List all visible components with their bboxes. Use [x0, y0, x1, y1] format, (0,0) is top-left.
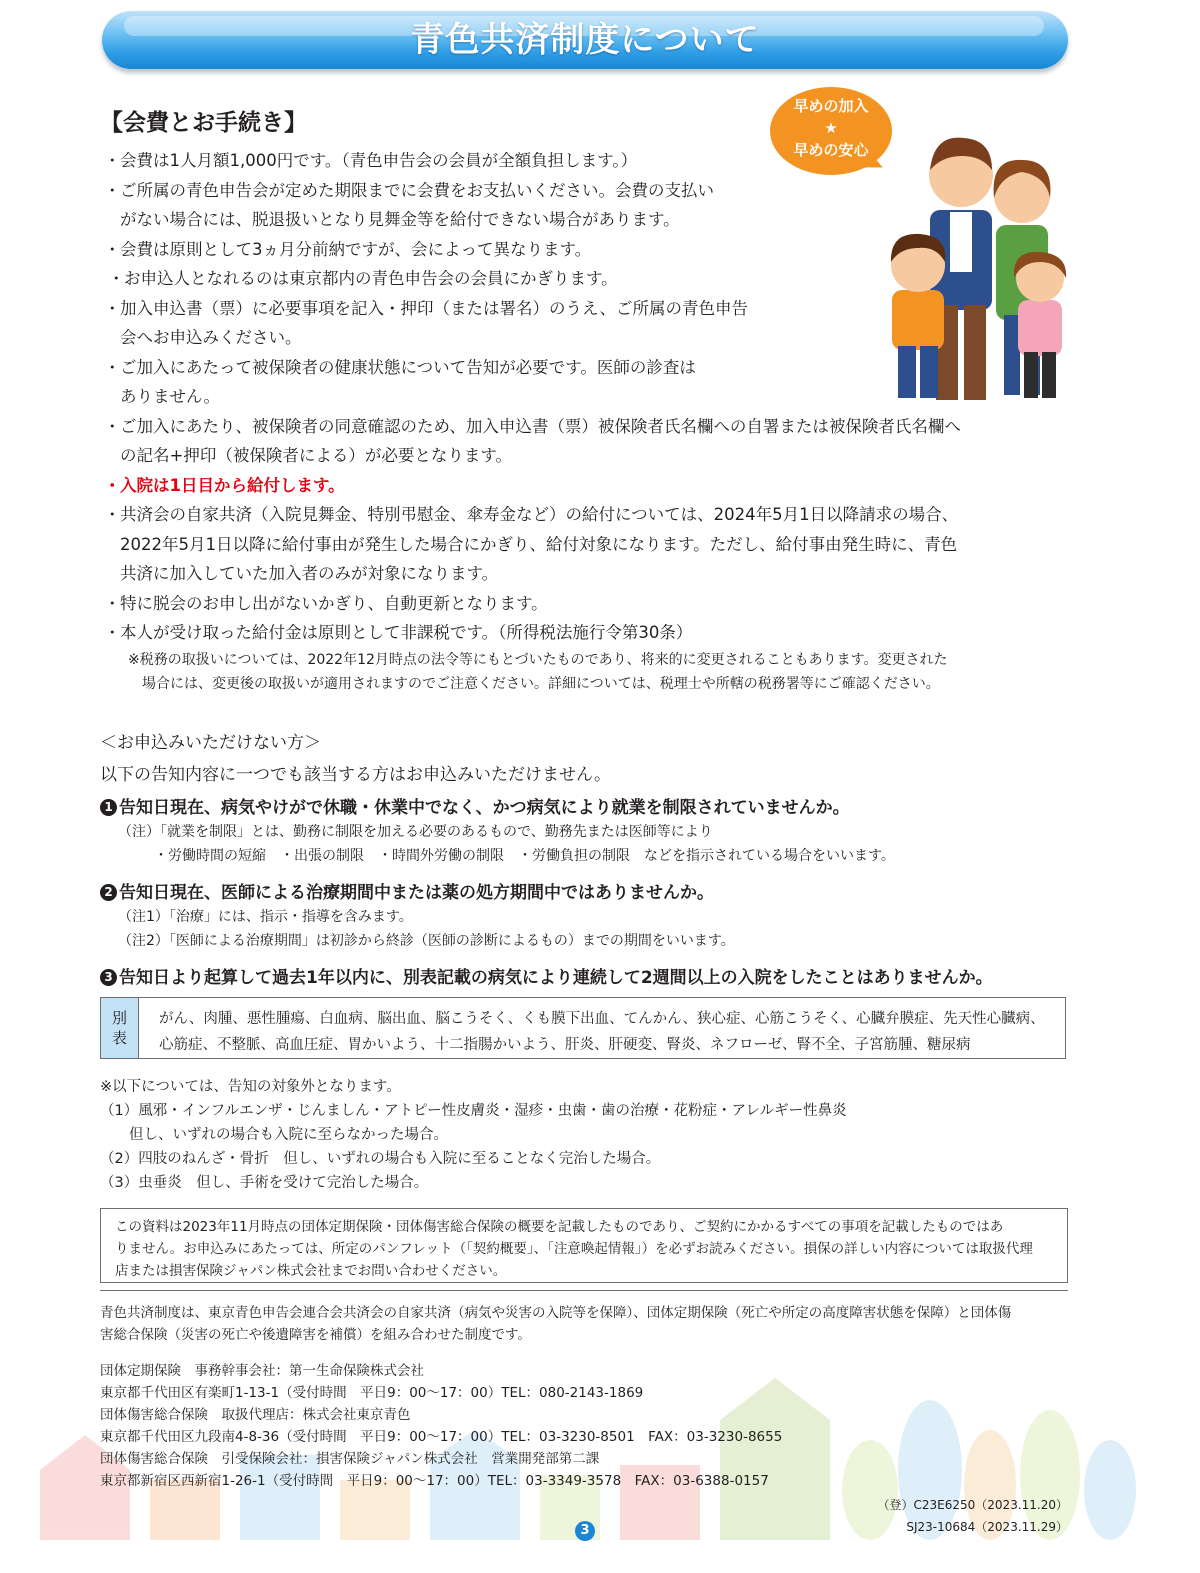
question-3: 3 告知日より起算して過去1年以内に、別表記載の病気により連続して2週間以上の入院をしたことはありませんか。 [100, 963, 993, 988]
footer-summary-2: 害総合保険（災害の死亡や後遺障害を補償）を組み合わせた制度です。 [100, 1327, 531, 1343]
exclusion-1-cont: 但し、いずれの場合も入院に至らなかった場合。 [100, 1127, 448, 1143]
page-number: 3 [575, 1521, 595, 1541]
question-2-note-1: （注1）「治療」には、指示・指導を含みます。 [118, 909, 413, 925]
bubble-star-icon: ★ [824, 119, 838, 137]
fees-heading: 【会費とお手続き】 [100, 110, 307, 136]
annex-label: 別 表 [101, 998, 139, 1058]
footer-summary-1: 青色共済制度は、東京青色申告会連合会共済会の自家共済（病気や災害の入院等を保障）、団体定期保険（死亡や所定の高度障害状態を保障）と団体傷 [100, 1305, 1012, 1321]
annex-table [100, 997, 1066, 1059]
question-1-note-1: （注）「就業を制限」とは、勤務に制限を加える必要のあるもので、勤務先または医師等により [118, 824, 713, 840]
question-2: 2 告知日現在、医師による治療期間中または薬の処方期間中ではありませんか。 [100, 878, 714, 903]
speech-bubble-text [770, 95, 892, 161]
disclaimer-line-2: りません。お申込みにあたっては、所定のパンフレット（「契約概要」、「注意喚起情報」）を必ずお読みください。損保の詳しい内容については取扱代理 [115, 1241, 1033, 1257]
contact-line-3: 団体傷害総合保険 取扱代理店：株式会社東京青色 [100, 1407, 411, 1423]
contact-line-5: 団体傷害総合保険 引受保険会社：損害保険ジャパン株式会社 営業開発部第二課 [100, 1451, 600, 1467]
ineligible-intro: 以下の告知内容に一つでも該当する方はお申込みいただけません。 [100, 765, 612, 785]
question-1: 1 告知日現在、病気やけがで休職・休業中でなく、かつ病気により就業を制限されていませんか。 [100, 793, 850, 818]
bubble-line-1: 早めの加入 [793, 97, 869, 115]
ineligible-heading: ＜お申込みいただけない方＞ [100, 733, 321, 753]
tax-note-1: ※税務の取扱いについては、2022年12月時点の法令等にもとづいたものであり、将来的に変更されることもあります。変更された [128, 652, 948, 668]
disclaimer-line-1: この資料は2023年11月時点の団体定期保険・団体傷害総合保険の概要を記載したものであり、ご契約にかかるすべての事項を記載したものではあ [115, 1219, 1004, 1235]
disclaimer-box [100, 1208, 1068, 1283]
contact-line-2: 東京都千代田区有楽町1-13-1（受付時間 平日9：00～17：00）TEL：080-2143-1869 [100, 1385, 644, 1401]
annex-diseases-line-1: がん、肉腫、悪性腫瘍、白血病、脳出血、脳こうそく、くも膜下出血、てんかん、狭心症、心筋こうそく、心臓弁膜症、先天性心臓病、 [159, 1011, 1045, 1027]
question-1-note-2: ・労働時間の短縮 ・出張の制限 ・時間外労働の制限 ・労働負担の制限 などを指示されている場合をいいます。 [154, 848, 895, 864]
question-2-number: 2 [100, 884, 117, 901]
registration-code-1: （登）C23E6250（2023.11.20） [877, 1498, 1068, 1512]
contact-line-4: 東京都千代田区九段南4-8-36（受付時間 平日9：00～17：00）TEL：03-3230-8501 FAX：03-3230-8655 [100, 1429, 783, 1445]
bubble-line-3: 早めの安心 [793, 141, 869, 159]
contact-line-1: 団体定期保険 事務幹事会社：第一生命保険株式会社 [100, 1363, 424, 1379]
registration-code-2: SJ23-10684（2023.11.29） [906, 1520, 1068, 1534]
question-1-number: 1 [100, 799, 117, 816]
footer-divider [100, 1290, 1068, 1291]
question-3-number: 3 [100, 969, 117, 986]
contact-line-6: 東京都新宿区西新宿1-26-1（受付時間 平日9：00～17：00）TEL：03-3349-3578 FAX：03-6388-0157 [100, 1473, 769, 1489]
exclusions-heading: ※以下については、告知の対象外となります。 [100, 1079, 401, 1095]
exclusion-3: （3）虫垂炎 但し、手術を受けて完治した場合。 [100, 1175, 429, 1191]
title-banner [102, 11, 1068, 69]
tax-note-2: 場合には、変更後の取扱いが適用されますのでご注意ください。詳細については、税理士や所轄の税務署等にご確認ください。 [142, 676, 940, 692]
disclaimer-line-3: 店または損害保険ジャパン株式会社までお問い合わせください。 [115, 1263, 507, 1279]
exclusion-1: （1）風邪・インフルエンザ・じんましん・アトピー性皮膚炎・湿疹・虫歯・歯の治療・花粉症・アレルギー性鼻炎 [100, 1103, 847, 1119]
question-2-note-2: （注2）「医師による治療期間」は初診から終診（医師の診断によるもの）までの期間をいいます。 [118, 933, 735, 949]
family-illustration-icon [878, 120, 1078, 410]
page-title: 青色共済制度について [410, 20, 760, 60]
exclusion-2: （2）四肢のねんざ・骨折 但し、いずれの場合も入院に至ることなく完治した場合。 [100, 1151, 661, 1167]
annex-diseases-line-2: 心筋症、不整脈、高血圧症、胃かいよう、十二指腸かいよう、肝炎、肝硬変、腎炎、ネフローゼ、腎不全、子宮筋腫、糖尿病 [159, 1037, 971, 1053]
